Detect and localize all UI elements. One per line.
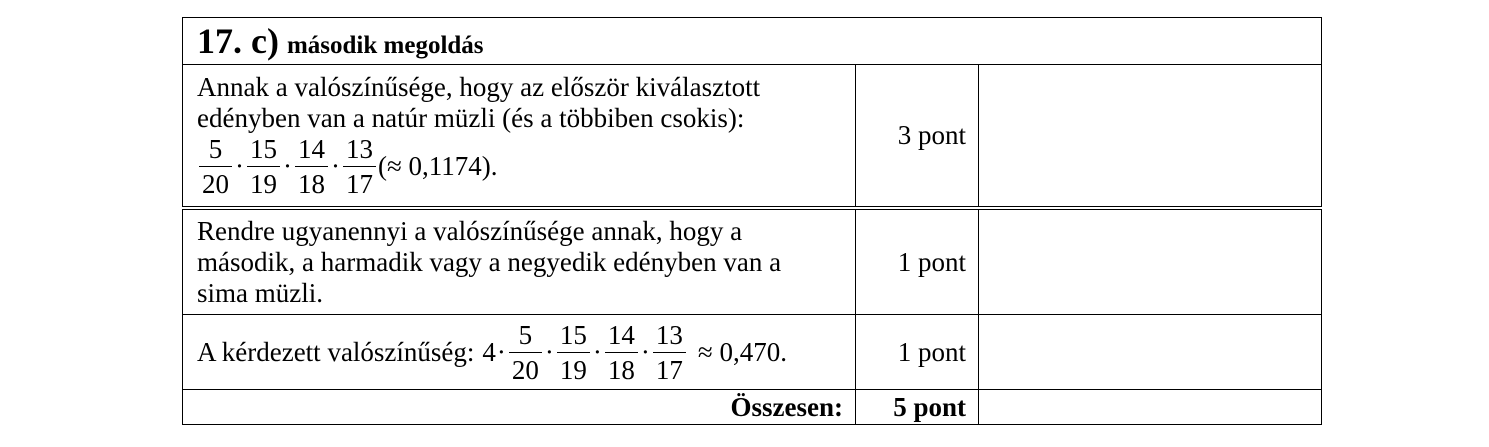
denominator: 19	[247, 166, 280, 199]
denominator: 18	[295, 166, 328, 199]
points-cell: 1 pont	[856, 208, 979, 315]
approx-value: ≈ 0,470.	[697, 336, 787, 367]
solution-step-2	[183, 208, 856, 315]
fraction	[557, 320, 590, 385]
table-row	[183, 208, 1322, 315]
multiply-dot: ·	[592, 336, 602, 367]
step-3-formula	[197, 320, 849, 385]
numerator: 15	[559, 319, 587, 350]
step-2-line-3: sima müzli.	[197, 277, 323, 308]
grading-table	[182, 17, 1322, 425]
denominator: 17	[343, 166, 376, 199]
numerator: 13	[346, 134, 373, 164]
multiply-dot: ·	[283, 151, 292, 181]
denominator: 20	[509, 352, 542, 385]
numerator: 5	[208, 134, 223, 164]
total-points: 5 pont	[856, 390, 979, 425]
table-row	[183, 315, 1322, 390]
multiply-dot: ·	[544, 336, 554, 367]
fraction	[343, 134, 376, 199]
denominator: 19	[557, 352, 590, 385]
fraction	[199, 134, 232, 199]
blank-cell	[979, 65, 1322, 209]
step-1-formula	[197, 134, 849, 199]
blank-cell	[979, 390, 1322, 425]
denominator: 20	[199, 166, 232, 199]
numerator: 13	[655, 319, 683, 350]
multiply-dot: ·	[496, 336, 506, 367]
denominator: 18	[605, 352, 638, 385]
fraction	[247, 134, 280, 199]
multiply-dot: ·	[640, 336, 650, 367]
solution-step-1	[183, 65, 856, 209]
task-title: második megoldás	[286, 32, 484, 59]
step-1-line-2: edényben van a natúr müzli (és a többiben csokis):	[197, 103, 745, 133]
section-header	[183, 18, 1322, 65]
step-1-line-1: Annak a valószínűsége, hogy az először kiválasztott	[197, 72, 761, 102]
denominator: 17	[653, 352, 686, 385]
numerator: 15	[250, 134, 277, 164]
fraction	[605, 320, 638, 385]
header-row	[183, 18, 1322, 65]
blank-cell	[979, 315, 1322, 390]
step-2-line-1: Rendre ugyanennyi a valószínűsége annak, hogy a	[197, 215, 743, 246]
numerator: 14	[607, 319, 635, 350]
multiply-dot: ·	[235, 151, 244, 181]
fraction	[509, 320, 542, 385]
numerator: 5	[518, 319, 533, 350]
fraction	[653, 320, 686, 385]
multiply-dot: ·	[331, 151, 340, 181]
total-label: Összesen:	[183, 390, 856, 425]
blank-cell	[979, 208, 1322, 315]
solution-step-3	[183, 315, 856, 390]
factor: 4	[482, 336, 496, 367]
points-cell: 3 pont	[856, 65, 979, 209]
total-row	[183, 390, 1322, 425]
table-row	[183, 65, 1322, 209]
numerator: 14	[298, 134, 325, 164]
approx-value: (≈ 0,1174).	[378, 151, 498, 181]
task-number: 17. c)	[197, 21, 279, 61]
points-cell: 1 pont	[856, 315, 979, 390]
step-2-line-2: második, a harmadik vagy a negyedik edényben van a	[197, 246, 782, 277]
result-label: A kérdezett valószínűség:	[197, 336, 475, 367]
fraction	[295, 134, 328, 199]
